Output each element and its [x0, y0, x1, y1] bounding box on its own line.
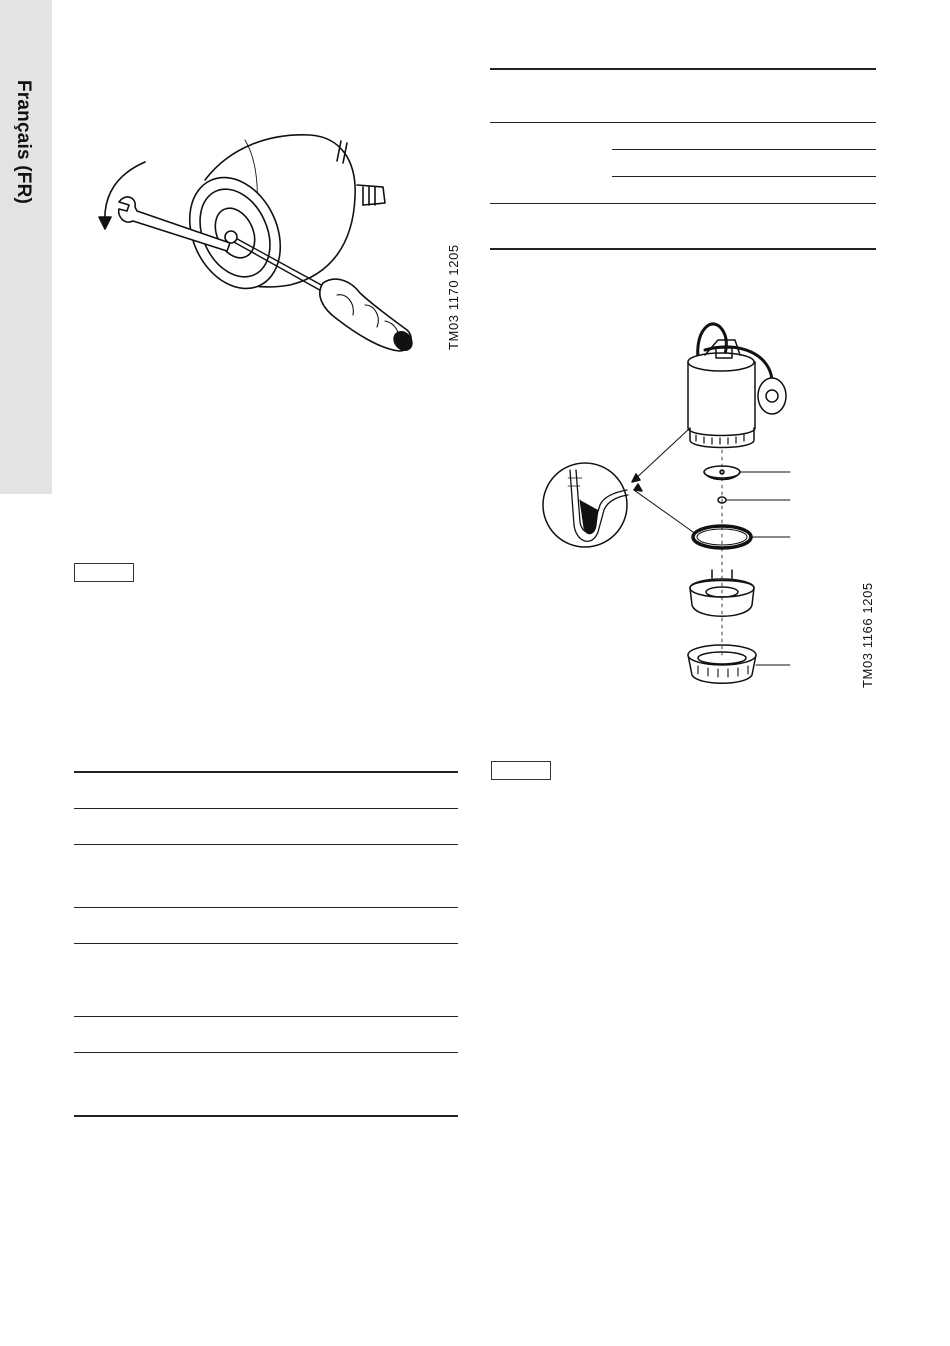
note-box-left: [74, 563, 134, 582]
table-row-rule: [74, 1052, 458, 1053]
table-top-rule: [74, 771, 458, 773]
note-box-right: [491, 761, 551, 780]
figure-2-code: TM03 1166 1205: [860, 582, 875, 688]
table-row-rule: [74, 1016, 458, 1017]
table-row-rule: [74, 943, 458, 944]
table-row-rule: [490, 122, 876, 123]
language-tab-label: Français (FR): [13, 80, 34, 205]
pump-exploded-illustration: [540, 310, 800, 690]
table-row-rule: [74, 844, 458, 845]
wrench-screwdriver-illustration: [85, 125, 425, 365]
figure-1-code: TM03 1170 1205: [446, 244, 461, 350]
table-top-rule: [490, 68, 876, 70]
table-bottom-rule: [74, 1115, 458, 1117]
language-tab: [0, 0, 52, 494]
table-subrow-rule: [612, 176, 876, 177]
table-row-rule: [490, 203, 876, 204]
table-subrow-rule: [612, 149, 876, 150]
table-row-rule: [74, 907, 458, 908]
table-bottom-rule: [490, 248, 876, 250]
table-row-rule: [74, 808, 458, 809]
